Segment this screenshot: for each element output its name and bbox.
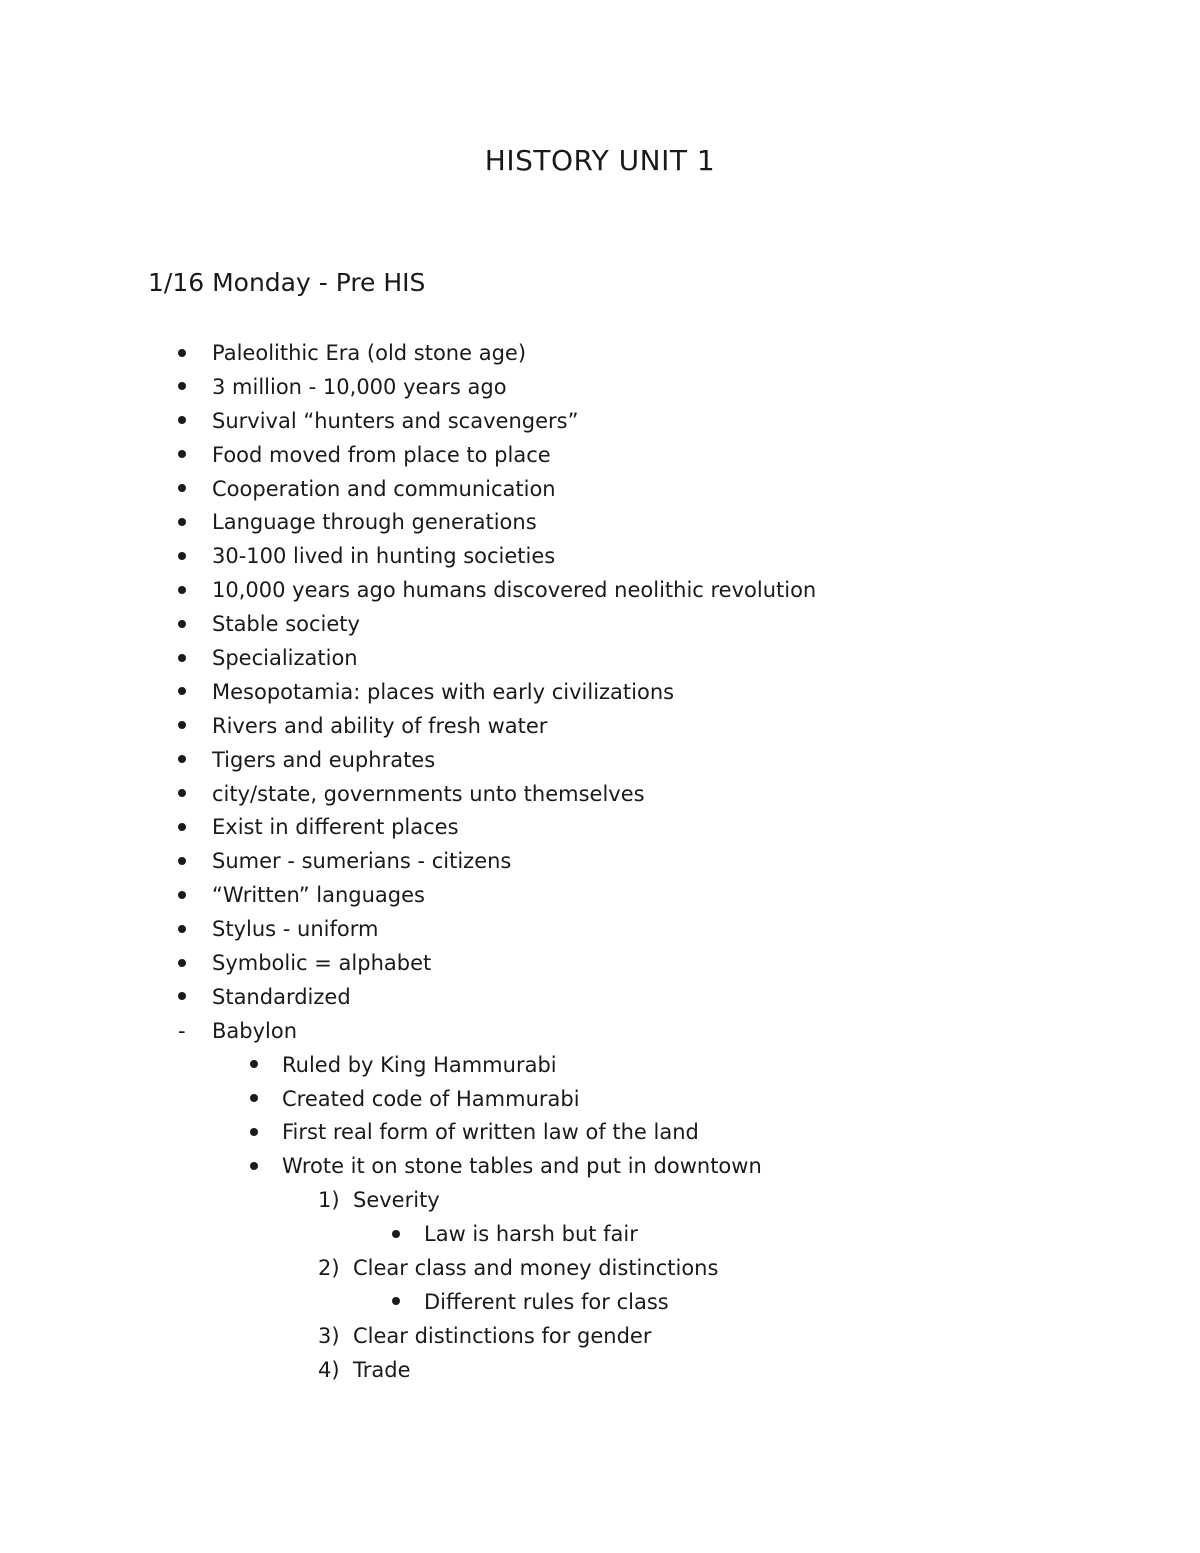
list-marker: 2) [318, 1256, 340, 1281]
bullet-dot-icon [178, 925, 186, 933]
list-item-text: 3 million - 10,000 years ago [212, 374, 507, 399]
bullet-dot-icon [178, 382, 186, 390]
bullet-icon [178, 438, 208, 472]
list-item-text: Specialization [212, 646, 358, 671]
list-marker: 1) [318, 1188, 340, 1213]
list-item-text: Standardized [212, 984, 351, 1009]
bullet-icon [178, 980, 208, 1014]
bullet-dot-icon [250, 1094, 258, 1102]
list-item-text: Cooperation and communication [212, 476, 556, 501]
list-item-text: Trade [353, 1357, 411, 1382]
bullet-dot-icon [178, 518, 186, 526]
list-item-text: 30-100 lived in hunting societies [212, 544, 556, 569]
bullet-icon [178, 539, 208, 573]
bullet-icon [178, 641, 208, 675]
list-item-text: “Written” languages [212, 883, 425, 908]
list-item [0, 1217, 1200, 1251]
list-item [0, 607, 1200, 641]
bullet-icon [178, 675, 208, 709]
bullet-dot-icon [178, 891, 186, 899]
list-item-text: Mesopotamia: places with early civilizations [212, 679, 675, 704]
list-item-text: Paleolithic Era (old stone age) [212, 341, 527, 365]
list-item-text: Language through generations [212, 510, 537, 535]
list-item [0, 1149, 1200, 1183]
list-marker: 4) [318, 1357, 340, 1382]
list-marker: - [178, 1018, 186, 1043]
list-item [0, 777, 1200, 811]
bullet-icon [178, 777, 208, 811]
list-item [0, 1353, 1200, 1387]
list-item [0, 641, 1200, 675]
list-item-text: Different rules for class [424, 1289, 669, 1314]
bullet-icon [178, 844, 208, 878]
list-item-text: Stylus - uniform [212, 917, 379, 942]
bullet-icon [178, 472, 208, 506]
list-item [0, 573, 1200, 607]
bullet-dot-icon [178, 687, 186, 695]
bullet-dot-icon [250, 1060, 258, 1068]
bullet-dot-icon [178, 755, 186, 763]
list-item [0, 810, 1200, 844]
bullet-dot-icon [250, 1128, 258, 1136]
list-item [0, 1319, 1200, 1353]
list-item-text: Created code of Hammurabi [282, 1086, 580, 1111]
notes-list [0, 336, 1200, 1387]
bullet-icon [250, 1082, 280, 1116]
list-item [0, 539, 1200, 573]
bullet-icon [178, 912, 208, 946]
bullet-icon [250, 1048, 280, 1082]
list-item [0, 709, 1200, 743]
list-item-text: Babylon [212, 1018, 298, 1043]
bullet-dot-icon [178, 789, 186, 797]
bullet-dot-icon [178, 654, 186, 662]
list-item-text: First real form of written law of the land [282, 1120, 699, 1145]
list-item-text: Symbolic = alphabet [212, 951, 432, 976]
list-item-text: Exist in different places [212, 815, 459, 840]
bullet-icon [178, 743, 208, 777]
bullet-icon [178, 810, 208, 844]
bullet-icon [178, 505, 208, 539]
bullet-dot-icon [392, 1297, 400, 1305]
list-item [0, 370, 1200, 404]
bullet-icon [178, 370, 208, 404]
bullet-icon [178, 946, 208, 980]
bullet-dot-icon [178, 620, 186, 628]
bullet-icon [392, 1285, 422, 1319]
bullet-dot-icon [178, 959, 186, 967]
list-item-text: Clear class and money distinctions [353, 1256, 719, 1281]
list-item-text: Clear distinctions for gender [353, 1323, 652, 1348]
bullet-dot-icon [178, 586, 186, 594]
list-item-text: Rivers and ability of fresh water [212, 713, 548, 738]
bullet-icon [250, 1115, 280, 1149]
list-item [0, 844, 1200, 878]
bullet-dot-icon [178, 450, 186, 458]
list-item [0, 675, 1200, 709]
bullet-icon [178, 607, 208, 641]
bullet-dot-icon [178, 484, 186, 492]
bullet-icon [178, 573, 208, 607]
list-item-text: Survival “hunters and scavengers” [212, 408, 579, 433]
list-item [0, 1285, 1200, 1319]
bullet-icon [178, 878, 208, 912]
bullet-dot-icon [178, 857, 186, 865]
bullet-icon [392, 1217, 422, 1251]
list-item [0, 404, 1200, 438]
list-item-text: 10,000 years ago humans discovered neolithic revolution [212, 578, 817, 603]
bullet-dot-icon [178, 823, 186, 831]
bullet-dot-icon [178, 552, 186, 560]
list-item-text: Tigers and euphrates [212, 747, 436, 772]
bullet-icon [178, 709, 208, 743]
section-heading: 1/16 Monday - Pre HIS [148, 268, 426, 297]
list-item-text: Sumer - sumerians - citizens [212, 849, 512, 874]
list-marker: 3) [318, 1323, 340, 1348]
list-item [0, 878, 1200, 912]
list-item-text: Stable society [212, 612, 360, 637]
bullet-dot-icon [250, 1162, 258, 1170]
bullet-dot-icon [178, 349, 186, 357]
list-item [0, 1115, 1200, 1149]
list-item [0, 1183, 1200, 1217]
list-item-text: Ruled by King Hammurabi [282, 1052, 557, 1077]
bullet-dot-icon [178, 992, 186, 1000]
list-item [0, 743, 1200, 777]
bullet-icon [178, 336, 208, 370]
list-item [0, 505, 1200, 539]
bullet-icon [178, 404, 208, 438]
list-item [0, 1014, 1200, 1048]
list-item [0, 912, 1200, 946]
list-item-text: Law is harsh but fair [424, 1222, 638, 1247]
list-item [0, 1082, 1200, 1116]
list-item-text: Food moved from place to place [212, 442, 551, 467]
list-item-text: city/state, governments unto themselves [212, 781, 645, 806]
list-item-text: Severity [353, 1188, 440, 1213]
bullet-dot-icon [178, 721, 186, 729]
list-item [0, 946, 1200, 980]
list-item [0, 980, 1200, 1014]
bullet-icon [250, 1149, 280, 1183]
list-item [0, 438, 1200, 472]
list-item [0, 1251, 1200, 1285]
list-item [0, 336, 1200, 370]
page-title: HISTORY UNIT 1 [484, 144, 716, 177]
list-item-text: Wrote it on stone tables and put in downtown [282, 1154, 762, 1179]
bullet-dot-icon [392, 1230, 400, 1238]
list-item [0, 1048, 1200, 1082]
bullet-dot-icon [178, 416, 186, 424]
list-item [0, 472, 1200, 506]
